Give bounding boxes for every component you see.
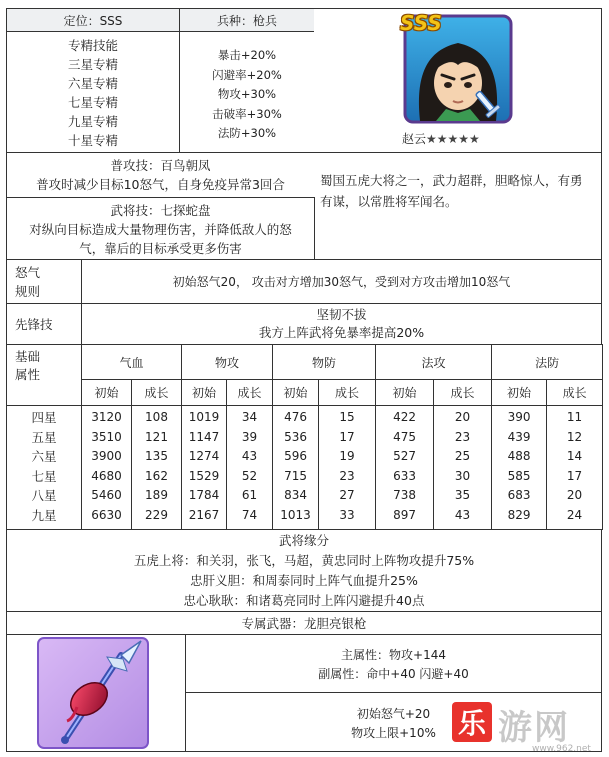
stats-value: 35: [454, 488, 471, 502]
stats-value: 439: [507, 429, 531, 444]
specialty-titles-cell: [6, 31, 180, 153]
stats-value: 738: [393, 488, 416, 502]
stats-sub-header: 初始: [273, 380, 319, 406]
weapon-image: [37, 637, 149, 749]
hero-name-line: [402, 130, 480, 147]
stats-star: 五星: [31, 429, 57, 445]
stats-value-column: [376, 406, 434, 530]
stats-value: 527: [393, 449, 416, 463]
specialty-effect: 暴击+20%: [217, 48, 277, 62]
watermark-logo-text: 游网: [498, 708, 570, 748]
stats-value: 23: [339, 468, 355, 483]
hero-description: 蜀国五虎大将之一，武力超群，胆略惊人，有勇有谋，以常胜将军闻名。: [320, 173, 583, 209]
troop-cell: [179, 8, 315, 32]
stats-sub-header: 成长: [434, 380, 492, 406]
stats-sub-header: 成长: [319, 380, 376, 406]
stats-value: 1147: [188, 429, 220, 444]
stats-value-column: [492, 406, 547, 530]
normal-attack-desc: 普攻时减少目标10怒气，自身免疫异常3回合: [36, 177, 285, 192]
stats-value-column: [82, 406, 132, 530]
specialty-title: 专精技能: [67, 38, 118, 53]
position-cell: [6, 8, 180, 32]
stats-value: 229: [145, 507, 168, 522]
position-label: 定位：SSS: [63, 13, 123, 28]
vanguard-text-cell: [81, 303, 602, 345]
stats-value: 1274: [188, 449, 220, 463]
stats-star: 九星: [31, 507, 57, 523]
stats-value: 4680: [91, 468, 122, 483]
specialty-effect: 闪避率+20%: [212, 67, 282, 82]
stats-star: 八星: [31, 488, 57, 503]
rage-text: 初始怒气20， 攻击对方增加30怒气，受到对方攻击增加10怒气: [172, 275, 511, 289]
stats-value: 475: [393, 429, 416, 444]
stats-value: 135: [145, 449, 168, 463]
stats-value: 14: [566, 449, 583, 463]
stats-value: 162: [145, 468, 168, 483]
stats-sub-header: 初始: [82, 380, 132, 406]
stats-value: 19: [339, 449, 355, 463]
specialty-title: 七星专精: [67, 95, 118, 110]
weapon-image-cell: [6, 634, 186, 752]
base-stats-table: [6, 344, 603, 530]
fate-line: 忠心耿耿：和诸葛亮同时上阵闪避提升40点: [183, 593, 425, 608]
stats-value: 1019: [188, 410, 220, 424]
hero-stars: ★★★★★: [426, 132, 480, 146]
stats-value: 829: [507, 507, 531, 522]
stats-value: 1529: [188, 468, 220, 483]
weapon-title-cell: [6, 611, 602, 635]
stats-col-header: 物攻: [182, 345, 273, 380]
weapon-title: 专属武器：龙胆亮银枪: [241, 616, 367, 631]
rage-label-cell: [6, 259, 82, 304]
stats-sub-header: 初始: [182, 380, 227, 406]
stats-value: 20: [454, 410, 471, 424]
stats-sub-header: 成长: [547, 380, 603, 406]
weapon-main-attr: 主属性：物攻+144: [341, 648, 446, 662]
stats-value: 61: [241, 488, 258, 502]
stats-value: 633: [393, 468, 416, 483]
rage-label-1: 怒气: [15, 265, 41, 280]
stats-col-header: 气血: [82, 345, 182, 380]
stats-col-header: 法防: [492, 345, 603, 380]
stats-value: 25: [454, 449, 471, 463]
specialty-effect: 击破率+30%: [212, 106, 282, 121]
stats-value-column: [273, 406, 319, 530]
general-skill-cell: [6, 197, 315, 260]
stats-value-column: [182, 406, 227, 530]
weapon-attr-cell: [185, 634, 602, 693]
stats-col-header: 物防: [273, 345, 376, 380]
stats-value: 11: [566, 410, 583, 424]
hero-name: 赵云: [402, 132, 427, 146]
stats-value: 585: [507, 468, 531, 483]
stats-value: 1013: [280, 507, 311, 522]
hero-avatar: [402, 13, 514, 125]
watermark-logo-char: 乐: [457, 707, 486, 740]
specialty-title: 十星专精: [67, 133, 118, 148]
stats-value: 536: [284, 429, 307, 444]
rage-label-2: 规则: [15, 284, 41, 299]
stats-sub-header: 成长: [227, 380, 273, 406]
rank-badge: SSS: [400, 11, 442, 35]
fate-line: 忠肝义胆：和周泰同时上阵气血提升25%: [190, 573, 418, 588]
stats-value: 6630: [91, 507, 122, 522]
stats-star: 六星: [31, 449, 57, 464]
stats-value: 3900: [91, 449, 122, 463]
stats-value: 30: [454, 468, 471, 483]
stats-value: 108: [145, 410, 168, 424]
fate-cell: [6, 529, 602, 612]
site-watermark: [446, 700, 606, 755]
stats-sub-header: 初始: [376, 380, 434, 406]
stats-value: 5460: [91, 488, 122, 502]
stats-value: 422: [393, 410, 416, 424]
stats-star-column: [7, 406, 82, 530]
stats-value: 390: [507, 410, 531, 424]
stats-sub-header: 成长: [132, 380, 182, 406]
general-skill-title: 武将技：七探蛇盘: [110, 203, 211, 218]
stats-value: 43: [241, 449, 258, 463]
stats-value: 74: [241, 507, 258, 522]
weapon-bonus: 物攻上限+10%: [351, 726, 436, 740]
stats-sub-header: 初始: [492, 380, 547, 406]
stats-value: 1784: [188, 488, 220, 502]
vanguard-label-cell: [6, 303, 82, 345]
stats-label-cell: [7, 345, 82, 406]
stats-value: 43: [454, 507, 471, 522]
stats-label-2: 属性: [15, 367, 41, 382]
stats-value: 683: [507, 488, 531, 502]
stats-value: 23: [454, 429, 471, 444]
specialty-effects-cell: [179, 31, 315, 153]
vanguard-desc: 我方上阵武将免暴率提高20%: [258, 325, 425, 340]
stats-value: 121: [145, 429, 168, 444]
stats-value: 2167: [188, 507, 220, 522]
stats-value: 12: [566, 429, 583, 444]
hero-description-cell: [314, 152, 602, 260]
stats-value: 715: [284, 468, 307, 483]
stats-value: 488: [507, 449, 531, 463]
stats-value: 20: [566, 488, 583, 502]
stats-value: 52: [241, 468, 258, 483]
normal-attack-cell: [6, 152, 315, 198]
stats-value-column: [132, 406, 182, 530]
fate-line: 五虎上将：和关羽，张飞，马超，黄忠同时上阵物攻提升75%: [133, 553, 475, 568]
stats-value: 897: [393, 507, 416, 522]
stats-value: 596: [284, 449, 307, 463]
troop-label: 兵种：枪兵: [216, 13, 277, 28]
stats-value: 17: [566, 468, 583, 483]
stats-star: 四星: [31, 410, 57, 425]
stats-value-column: [434, 406, 492, 530]
general-skill-desc-2: 气，靠后的目标承受更多伤害: [79, 241, 242, 256]
fate-title: 武将缘分: [278, 533, 329, 548]
stats-value: 34: [241, 410, 258, 424]
stats-value: 17: [339, 429, 355, 444]
weapon-bonus: 初始怒气+20: [356, 707, 431, 721]
rage-text-cell: [81, 259, 602, 304]
stats-value-column: [227, 406, 273, 530]
stats-value: 15: [339, 410, 355, 424]
normal-attack-title: 普攻技：百鸟朝凤: [110, 158, 211, 173]
stats-value: 3120: [91, 410, 122, 424]
specialty-title: 九星专精: [67, 114, 118, 129]
stats-value: 24: [566, 507, 583, 522]
stats-value-column: [319, 406, 376, 530]
stats-value: 834: [284, 488, 307, 502]
specialty-title: 六星专精: [67, 76, 118, 91]
hero-portrait-cell: [314, 8, 602, 153]
stats-value: 27: [339, 488, 355, 502]
specialty-title: 三星专精: [67, 57, 118, 72]
weapon-sub-attr: 副属性：命中+40 闪避+40: [318, 667, 469, 681]
general-skill-desc-1: 对纵向目标造成大量物理伤害，并降低敌人的怒: [29, 222, 292, 237]
stats-value: 39: [241, 429, 258, 444]
vanguard-title: 坚韧不拔: [316, 307, 367, 322]
stats-value: 476: [284, 410, 307, 424]
vanguard-label: 先锋技: [15, 317, 53, 332]
stats-label-1: 基础: [15, 349, 41, 364]
specialty-effect: 物攻+30%: [217, 87, 277, 101]
watermark-logo-icon: [452, 702, 492, 742]
stats-value-column: [547, 406, 603, 530]
stats-value: 3510: [91, 429, 122, 444]
stats-star: 七星: [31, 468, 57, 484]
stats-col-header: 法攻: [376, 345, 492, 380]
stats-value: 189: [145, 488, 168, 502]
stats-value: 33: [339, 507, 355, 522]
watermark-url: www.962.net: [532, 744, 591, 754]
specialty-effect: 法防+30%: [217, 126, 277, 140]
